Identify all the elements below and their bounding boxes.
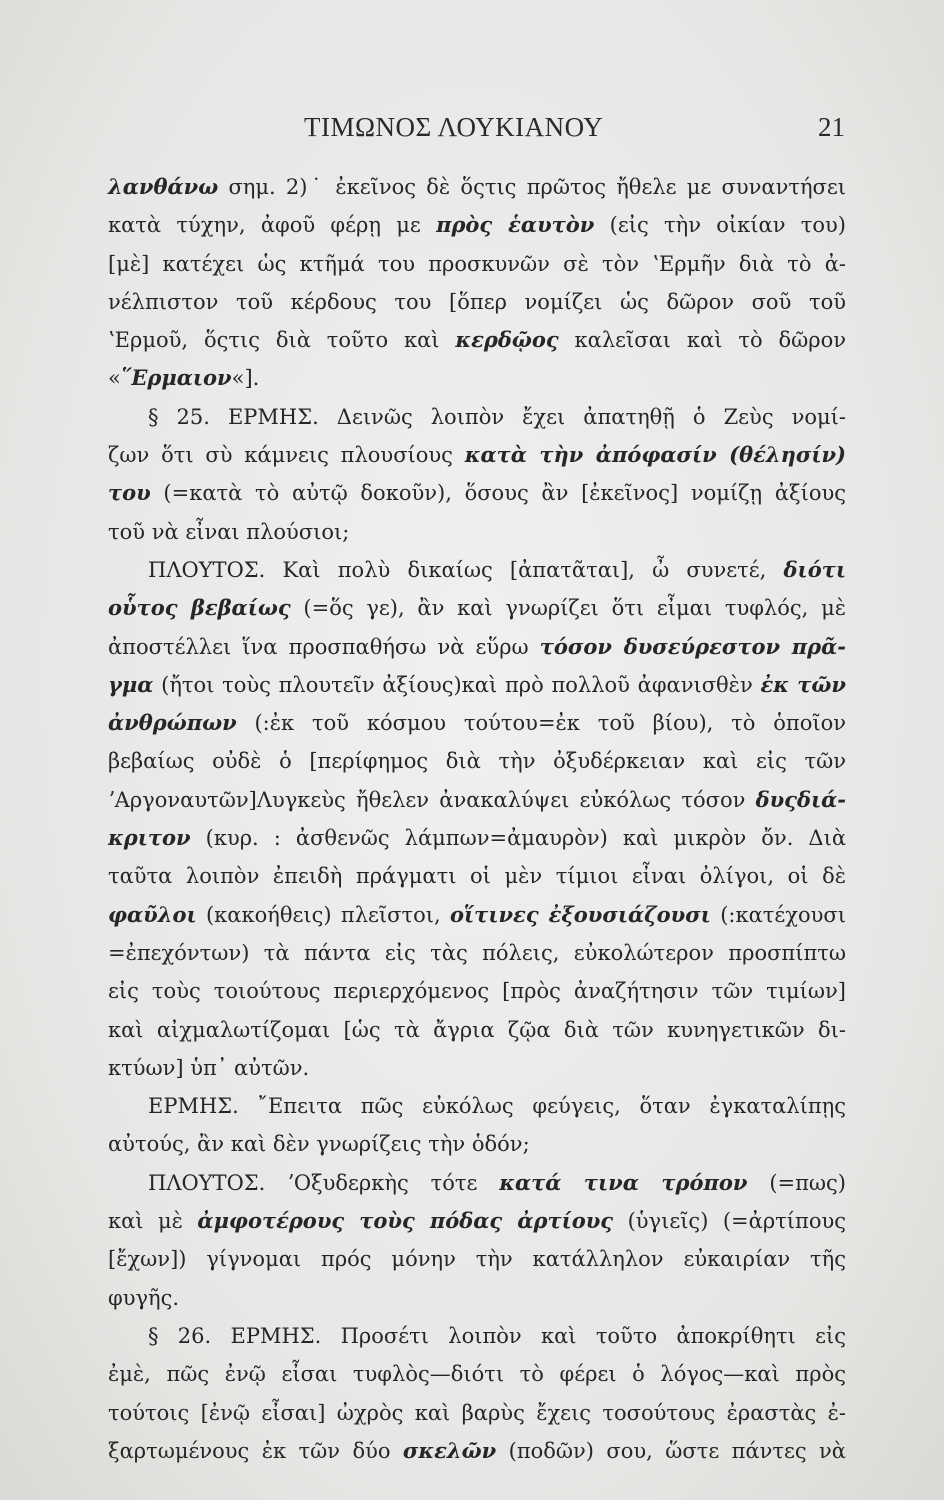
text-line bbox=[108, 513, 846, 551]
text-run: (=πως) bbox=[747, 1170, 846, 1195]
text-run: αὐτούς, ἂν καὶ δὲν γνωρίζεις τὴν ὁδόν; bbox=[108, 1132, 530, 1157]
text-line bbox=[108, 1279, 846, 1317]
text-run: ἀποστέλλει ἵνα προσπαθήσω νὰ εὕρω bbox=[108, 634, 540, 659]
text-run: (ποδῶν) σου, ὥστε πάντες νὰ bbox=[496, 1438, 846, 1463]
text-line bbox=[108, 972, 846, 1010]
emphasized-phrase: κατά τινα τρόπον bbox=[499, 1169, 748, 1195]
text-line bbox=[108, 704, 846, 742]
text-run: ʽΕρμοῦ, ὅςτις διὰ τοῦτο καὶ bbox=[108, 328, 456, 353]
text-line bbox=[108, 1355, 846, 1393]
emphasized-phrase: λανθάνω bbox=[108, 174, 219, 199]
emphasized-phrase: πρὸς ἑαυτὸν bbox=[436, 212, 595, 238]
text-line bbox=[108, 474, 846, 512]
text-run: φυγῆς. bbox=[108, 1285, 180, 1310]
text-line bbox=[108, 857, 846, 895]
text-line bbox=[108, 551, 846, 589]
text-run: «]. bbox=[231, 366, 260, 391]
text-line bbox=[108, 589, 846, 627]
emphasized-phrase: τόσον δυσεύρεστον πρᾶ- bbox=[539, 633, 847, 659]
text-line bbox=[108, 934, 846, 972]
text-line bbox=[108, 628, 846, 666]
text-run: (=κατὰ τὸ αὐτῷ δοκοῦν), ὅσους ἂν [ἐκεῖνος] νομίζῃ ἀξίους bbox=[150, 481, 846, 506]
text-line bbox=[108, 398, 846, 436]
page-number: 21 bbox=[818, 112, 845, 142]
text-run: (:κατέχουσι bbox=[710, 902, 846, 927]
text-run: (εἰς τὴν οἰκίαν του) bbox=[594, 213, 846, 238]
text-run: (:ἐκ τοῦ κόσμου τούτου=ἐκ τοῦ βίου), τὸ ὁποῖον bbox=[236, 711, 846, 736]
emphasized-phrase: κερδῷος bbox=[455, 327, 559, 353]
text-line bbox=[108, 168, 846, 206]
text-run: ταῦτα λοιπὸν ἐπειδὴ πράγματι οἱ μὲν τίμιοι εἶναι ὀλίγοι, οἱ δὲ bbox=[108, 864, 846, 889]
text-line bbox=[108, 1087, 846, 1125]
text-run: [ἔχων]) γίγνομαι πρός μόνην τὴν κατάλληλον εὐκαιρίαν τῆς bbox=[108, 1247, 846, 1272]
text-line bbox=[108, 1202, 846, 1240]
text-run: καὶ μὲ bbox=[108, 1209, 198, 1234]
text-line bbox=[108, 1394, 846, 1432]
emphasized-phrase: ῞Ερμαιον bbox=[120, 365, 232, 391]
text-line bbox=[108, 1432, 846, 1470]
text-line bbox=[108, 1011, 846, 1049]
text-line bbox=[108, 1049, 846, 1087]
text-run: σημ. 2)˙ ἐκεῖνος δὲ ὅςτις πρῶτος ἤθελε με συναντήσει bbox=[218, 175, 846, 199]
text-line bbox=[108, 819, 846, 857]
emphasized-phrase: σκελῶν bbox=[402, 1437, 497, 1463]
text-line bbox=[108, 283, 846, 321]
text-run: ΠΛΟΥΤΟΣ. ʼΟξυδερκὴς τότε bbox=[148, 1170, 500, 1195]
emphasized-phrase: δυςδιά- bbox=[755, 786, 846, 812]
text-run: ζων ὅτι σὺ κάμνεις πλουσίους bbox=[108, 443, 465, 468]
text-run: « bbox=[108, 366, 121, 391]
emphasized-phrase: κριτον bbox=[108, 825, 191, 851]
text-line bbox=[108, 666, 846, 704]
text-line bbox=[108, 1164, 846, 1202]
text-run: ΠΛΟΥΤΟΣ. Καὶ πολὺ δικαίως [ἀπατᾶται], ὦ συνετέ, bbox=[148, 557, 784, 582]
running-title: ΤΙΜΩΝΟΣ ΛΟΥΚΙΑΝΟΥ bbox=[304, 112, 604, 142]
text-line bbox=[108, 359, 846, 397]
text-run: =ἐπεχόντων) τὰ πάντα εἰς τὰς πόλεις, εὐκολώτερον προσπίπτω bbox=[108, 940, 846, 965]
text-line bbox=[108, 1317, 846, 1355]
text-run: (=ὅς γε), ἂν καὶ γνωρίζει ὅτι εἶμαι τυφλός, μὲ bbox=[290, 596, 846, 621]
text-run: τοῦ νὰ εἶναι πλούσιοι; bbox=[108, 519, 350, 544]
text-run: νέλπιστον τοῦ κέρδους του [ὅπερ νομίζει ὡς δῶρον σοῦ τοῦ bbox=[108, 289, 846, 314]
emphasized-phrase: κατὰ τὴν ἀπόφασίν (θέλησίν) bbox=[464, 442, 846, 468]
text-run: § 25. ΕΡΜΗΣ. Δεινῶς λοιπὸν ἔχει ἀπατηθῇ ὁ Ζεὺς νομί- bbox=[148, 404, 846, 429]
body-text bbox=[108, 168, 846, 1470]
text-line bbox=[108, 742, 846, 780]
emphasized-phrase: οἵτινες ἐξουσιάζουσι bbox=[450, 901, 711, 927]
text-run: εἰς τοὺς τοιούτους περιερχόμενος [πρὸς ἀναζήτησιν τῶν τιμίων] bbox=[108, 979, 846, 1004]
text-line bbox=[108, 245, 846, 283]
text-run: τούτοις [ἐνῷ εἶσαι] ὠχρὸς καὶ βαρὺς ἔχεις τοσούτους ἐραστὰς ἐ- bbox=[108, 1400, 846, 1425]
text-run: (ἤτοι τοὺς πλουτεῖν ἀξίους)καὶ πρὸ πολλοῦ ἀφανισθὲν bbox=[153, 672, 761, 697]
emphasized-phrase: ἀμφοτέρους τοὺς πόδας ἀρτίους bbox=[197, 1208, 614, 1234]
text-run: καὶ αἰχμαλωτίζομαι [ὡς τὰ ἄγρια ζῷα διὰ τῶν κυνηγετικῶν δι- bbox=[108, 1017, 846, 1042]
text-run: (κακοήθεις) πλεῖστοι, bbox=[196, 902, 451, 927]
text-line bbox=[108, 206, 846, 244]
emphasized-phrase: ἀνθρώπων bbox=[108, 710, 237, 736]
running-head bbox=[0, 112, 944, 152]
text-line bbox=[108, 1240, 846, 1278]
text-line bbox=[108, 781, 846, 819]
text-run: βεβαίως οὐδὲ ὁ [περίφημος διὰ τὴν ὀξυδέρκειαν καὶ εἰς τῶν bbox=[108, 749, 846, 774]
emphasized-phrase: του bbox=[108, 480, 151, 506]
emphasized-phrase: φαῦλοι bbox=[108, 901, 197, 927]
text-run: καλεῖσαι καὶ τὸ δῶρον bbox=[558, 328, 846, 353]
text-run: (ὑγιεῖς) (=ἀρτίπους bbox=[613, 1209, 846, 1234]
text-run: [μὲ] κατέχει ὡς κτῆμά του προσκυνῶν σὲ τὸν ʽΕρμῆν διὰ τὸ ἀ- bbox=[108, 251, 846, 276]
text-run: ʼΑργοναυτῶν]Λυγκεὺς ἤθελεν ἀνακαλύψει εὐκόλως τόσον bbox=[108, 787, 756, 812]
emphasized-phrase: γμα bbox=[108, 671, 154, 697]
text-run: (κυρ. : ἀσθενῶς λάμπων=ἀμαυρὸν) καὶ μικρὸν ὄν. Διὰ bbox=[190, 826, 846, 851]
emphasized-phrase: διότι bbox=[783, 556, 846, 582]
emphasized-phrase: ἐκ τῶν bbox=[760, 671, 846, 697]
text-run: § 26. ΕΡΜΗΣ. Προσέτι λοιπὸν καὶ τοῦτο ἀποκρίθητι εἰς bbox=[148, 1323, 846, 1348]
text-line bbox=[108, 321, 846, 359]
text-line bbox=[108, 896, 846, 934]
text-line bbox=[108, 1125, 846, 1163]
text-run: ΕΡΜΗΣ. ῎Επειτα πῶς εὐκόλως φεύγεις, ὅταν ἐγκαταλίπῃς bbox=[148, 1094, 846, 1119]
text-run: ξαρτωμένους ἐκ τῶν δύο bbox=[108, 1438, 403, 1463]
emphasized-phrase: οὗτος βεβαίως bbox=[108, 595, 291, 621]
text-run: ἐμὲ, πῶς ἐνῷ εἶσαι τυφλὸς—διότι τὸ φέρει ὁ λόγος—καὶ πρὸς bbox=[108, 1362, 846, 1387]
text-line bbox=[108, 436, 846, 474]
text-run: κατὰ τύχην, ἀφοῦ φέρῃ με bbox=[108, 213, 437, 238]
text-run: κτύων] ὑπ᾽ αὐτῶν. bbox=[108, 1055, 310, 1080]
